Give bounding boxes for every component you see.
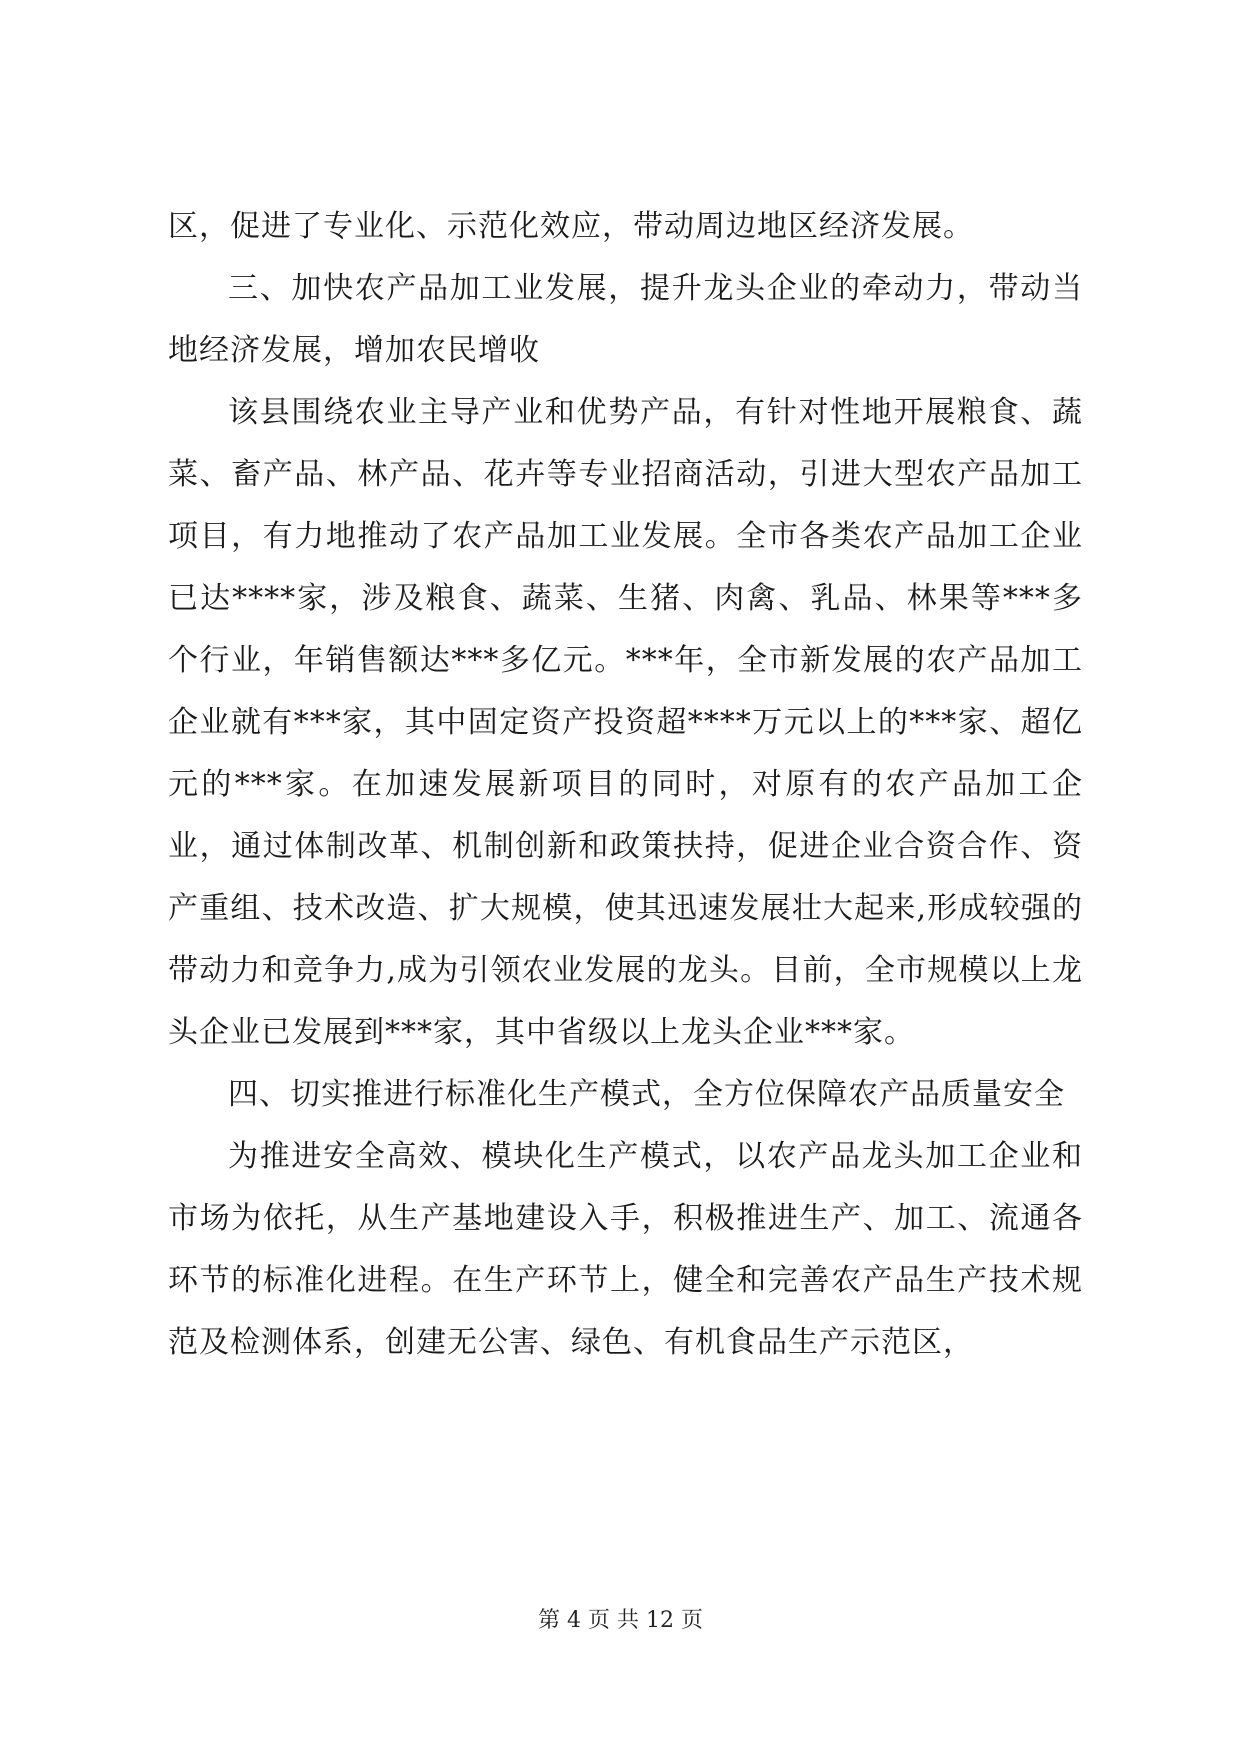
section-heading-4: 四、切实推进行标准化生产模式，全方位保障农产品质量安全 (228, 1077, 1065, 1112)
paragraph-processing-industry: 该县围绕农业主导产业和优势产品，有针对性地开展粮食、蔬菜、畜产品、林产品、花卉等专业招商活动，引进大型农产品加工项目，有力地推动了农产品加工业发展。全市各类农产品加工企业已达****家，涉及粮食、蔬菜、生猪、肉禽、乳品、林果等***多个行业，年销售额达***多亿元。***年，全市新发展的农产品加工企业就有***家，其中固定资产投资超****万元以上的***家、超亿元的***家。在加速发展新项目的同时，对原有的农产品加工企业，通过体制改革、机制创新和政策扶持，促进企业合资合作、资产重组、技术改造、扩大规模，使其迅速发展壮大起来,形成较强的带动力和竞争力,成为引领农业发展的龙头。目前，全市规模以上龙头企业已发展到***家，其中省级以上龙头企业***家。 (168, 395, 1083, 1050)
paragraph-standardization: 为推进安全高效、模块化生产模式，以农产品龙头加工企业和市场为依托，从生产基地建设入手，积极推进生产、加工、流通各环节的标准化进程。在生产环节上，健全和完善农产品生产技术规范及检测体系，创建无公害、绿色、有机食品生产示范区， (168, 1139, 1083, 1360)
page-number-footer: 第 4 页 共 12 页 (538, 1608, 703, 1633)
section-heading-3: 三、加快农产品加工业发展，提升龙头企业的牵动力，带动当地经济发展，增加农民增收 (168, 271, 1083, 368)
document-body (168, 196, 1083, 1374)
paragraph-continuation: 区，促进了专业化、示范化效应，带动周边地区经济发展。 (168, 209, 974, 244)
